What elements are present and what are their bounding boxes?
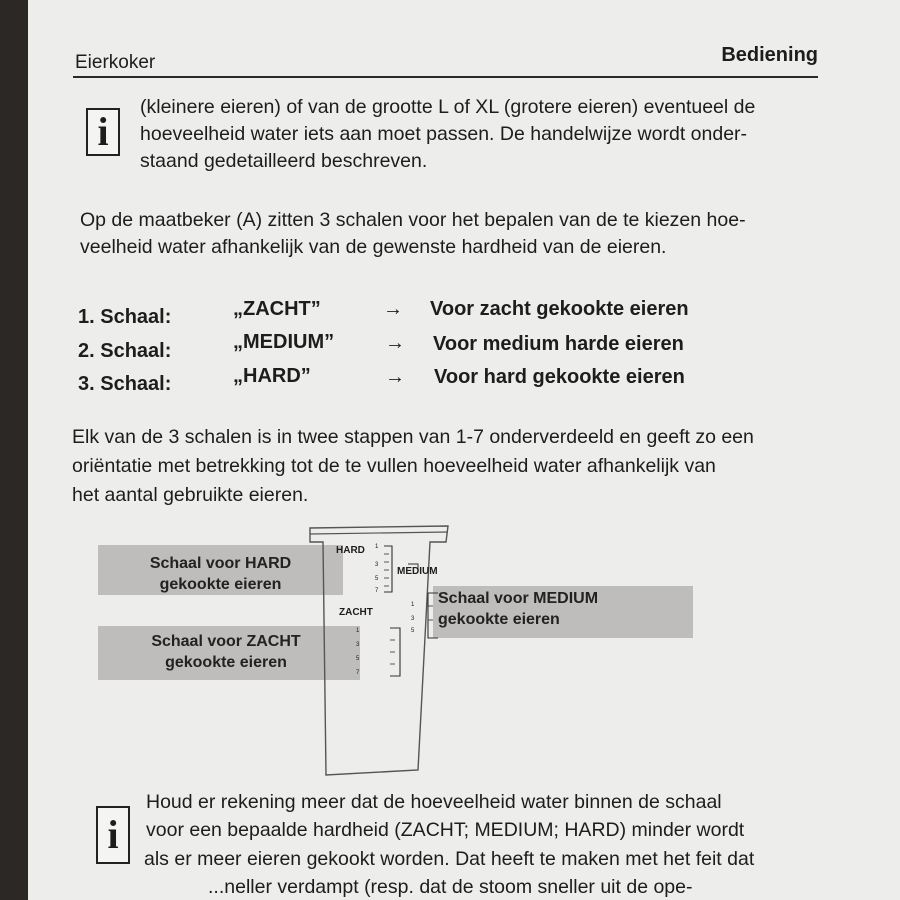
scale-3-arrow: →	[385, 366, 405, 388]
scale-1-number: 1. Schaal:	[78, 306, 172, 328]
zacht-tick-7: 7	[356, 670, 360, 676]
hard-tick-5: 5	[375, 576, 379, 582]
explanation-line-1: Elk van de 3 schalen is in twee stappen van 1-7 onderverdeeld en geeft zo een	[72, 426, 754, 448]
hard-tick-7: 7	[375, 588, 379, 594]
hard-tick-1: 1	[375, 544, 379, 550]
measuring-cup-outline	[298, 520, 478, 785]
cup-label-medium: MEDIUM	[397, 566, 438, 577]
zacht-tick-3: 3	[356, 642, 360, 648]
scale-1-arrow: →	[383, 298, 403, 320]
medium-tick-1: 1	[411, 602, 415, 608]
cup-label-hard: HARD	[336, 545, 365, 556]
medium-band-line-2: gekookte eieren	[438, 611, 560, 628]
scale-2-name: „MEDIUM”	[233, 331, 335, 353]
zacht-tick-1: 1	[356, 628, 360, 634]
scale-3-description: Voor hard gekookte eieren	[434, 366, 685, 388]
hard-band-line-2: gekookte eieren	[159, 576, 282, 593]
note2-line-3: als er meer eieren gekookt worden. Dat heeft te maken met het feit dat	[144, 848, 755, 870]
medium-band-line-1: Schaal voor MEDIUM	[438, 590, 599, 607]
zacht-band-line-2: gekookte eieren	[165, 654, 287, 671]
zacht-tick-5: 5	[356, 656, 360, 662]
info-icon-2: i	[96, 806, 130, 864]
explanation-line-3: het aantal gebruikte eieren.	[72, 484, 309, 506]
info-icon: i	[86, 108, 120, 156]
header-section-title: Bediening	[721, 44, 818, 66]
explanation-line-2: oriëntatie met betrekking tot de te vullen hoeveelheid water afhankelijk van	[72, 455, 716, 477]
manual-page	[28, 0, 900, 900]
note1-line-1: (kleinere eieren) of van de grootte L of XL (grotere eieren) eventueel de	[140, 96, 756, 118]
scale-2-number: 2. Schaal:	[78, 340, 172, 362]
scale-3-name: „HARD”	[233, 365, 311, 387]
scale-1-description: Voor zacht gekookte eieren	[430, 298, 689, 320]
note1-line-2: hoeveelheid water iets aan moet passen. De handelwijze wordt onder-	[140, 123, 748, 145]
zacht-band-line-1: Schaal voor ZACHT	[151, 633, 301, 650]
intro-line-1: Op de maatbeker (A) zitten 3 schalen voor het bepalen van de te kiezen hoe-	[80, 209, 746, 231]
cup-label-zacht: ZACHT	[339, 607, 373, 618]
medium-tick-5: 5	[411, 628, 415, 634]
note1-line-3: staand gedetailleerd beschreven.	[140, 150, 428, 172]
scale-2-arrow: →	[385, 332, 405, 354]
hard-band-line-1: Schaal voor HARD	[149, 555, 292, 572]
medium-tick-3: 3	[411, 616, 415, 622]
scale-2-description: Voor medium harde eieren	[433, 333, 684, 355]
hard-tick-3: 3	[375, 562, 379, 568]
note2-line-2: voor een bepaalde hardheid (ZACHT; MEDIUM; HARD) minder wordt	[146, 819, 745, 841]
note2-line-1: Houd er rekening meer dat de hoeveelheid water binnen de schaal	[146, 791, 722, 813]
header-product-name: Eierkoker	[75, 52, 156, 73]
intro-line-2: veelheid water afhankelijk van de gewenste hardheid van de eieren.	[80, 236, 667, 258]
header-rule	[73, 76, 818, 78]
scale-1-name: „ZACHT”	[233, 298, 321, 320]
scale-3-number: 3. Schaal:	[78, 373, 172, 395]
note2-line-4: ...neller verdampt (resp. dat de stoom sneller uit de ope-	[208, 876, 693, 898]
